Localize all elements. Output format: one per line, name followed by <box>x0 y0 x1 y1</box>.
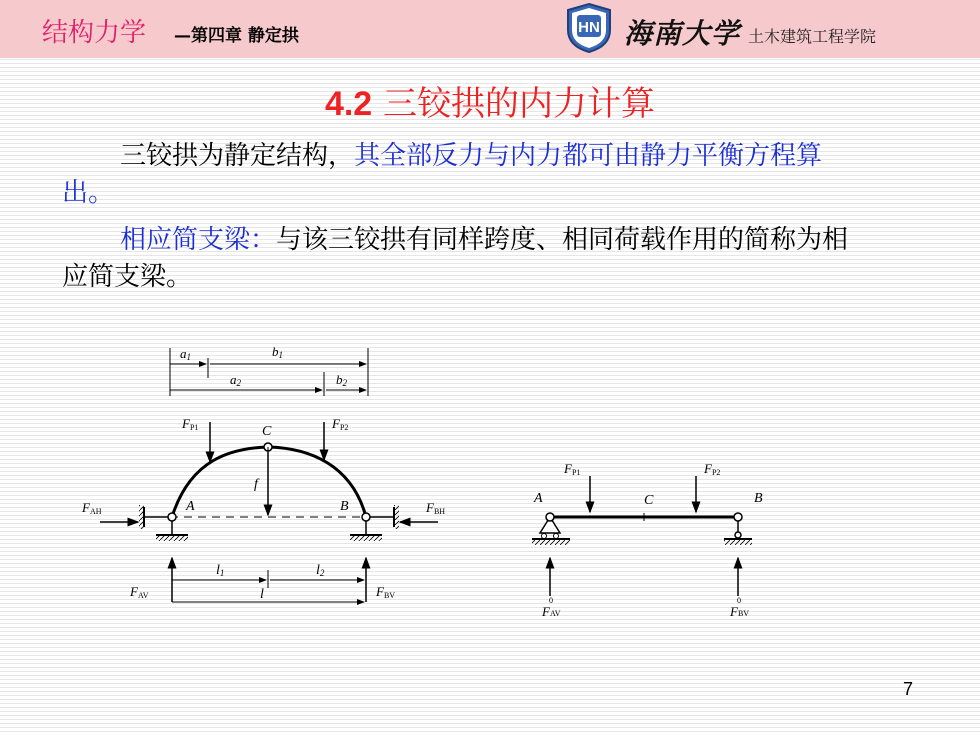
chapter-title: —第四章 静定拱 <box>174 26 299 46</box>
label-FBH: FBH <box>426 500 446 516</box>
label-f: f <box>254 477 258 492</box>
beam-label-P1: FP1 <box>564 461 581 477</box>
label-l: l <box>260 587 264 602</box>
university-logo-icon <box>564 2 614 54</box>
slide-header <box>0 0 980 58</box>
section-heading: 三铰拱的内力计算 <box>383 84 656 124</box>
label-FAV: FAV <box>130 584 149 600</box>
section-title <box>0 76 980 125</box>
support-hinge-B <box>362 513 370 521</box>
beam-label-FAV-sup: 0 <box>549 596 553 605</box>
beam-label-FAV: FAV <box>542 604 561 619</box>
label-l1: l1 <box>216 563 225 578</box>
three-hinged-arch-diagram <box>60 330 780 630</box>
support-A <box>139 505 188 541</box>
label-P2: FP2 <box>332 416 349 432</box>
beam-label-A: A <box>534 491 543 506</box>
label-A: A <box>186 499 195 514</box>
dim-b2: b2 <box>336 372 347 388</box>
beam-label-C: C <box>644 493 654 508</box>
support-hinge-A <box>168 513 176 521</box>
beam-label-P2: FP2 <box>704 461 721 477</box>
label-FAH: FAH <box>82 500 102 516</box>
svg-text:HN: HN <box>578 19 600 36</box>
university-name: 海南大学 <box>624 17 741 50</box>
dim-b1: b1 <box>272 344 283 360</box>
label-B: B <box>340 499 349 514</box>
beam-label-FBV-sup: 0 <box>737 596 741 605</box>
college-name: 土木建筑工程学院 <box>748 27 877 46</box>
section-number: 4.2 <box>324 85 373 123</box>
label-FBV: FBV <box>376 584 396 600</box>
page-number: 7 <box>903 679 914 699</box>
label-C: C <box>262 424 272 439</box>
dim-a2: a2 <box>230 372 241 388</box>
highlight-text: 其全部反力与内力都可由静力平衡方程算出。 <box>62 141 823 208</box>
label-l2: l2 <box>316 563 325 578</box>
support-B <box>350 505 399 541</box>
beam-label-FBV: FBV <box>730 604 750 619</box>
course-title: 结构力学 <box>42 18 147 48</box>
paragraph-equivalent-beam: 相应简支梁：与该三铰拱有同样跨度、相同荷载作用的简称为相应简支梁。 <box>62 225 849 292</box>
beam-label-B: B <box>754 491 763 506</box>
equivalent-beam <box>532 513 752 545</box>
paragraph-statically-determinate: 三铰拱为静定结构，其全部反力与内力都可由静力平衡方程算出。 <box>62 141 823 208</box>
dim-a1: a1 <box>180 346 191 362</box>
label-P1: FP1 <box>182 416 199 432</box>
term-equivalent-beam: 相应简支梁： <box>120 225 277 255</box>
